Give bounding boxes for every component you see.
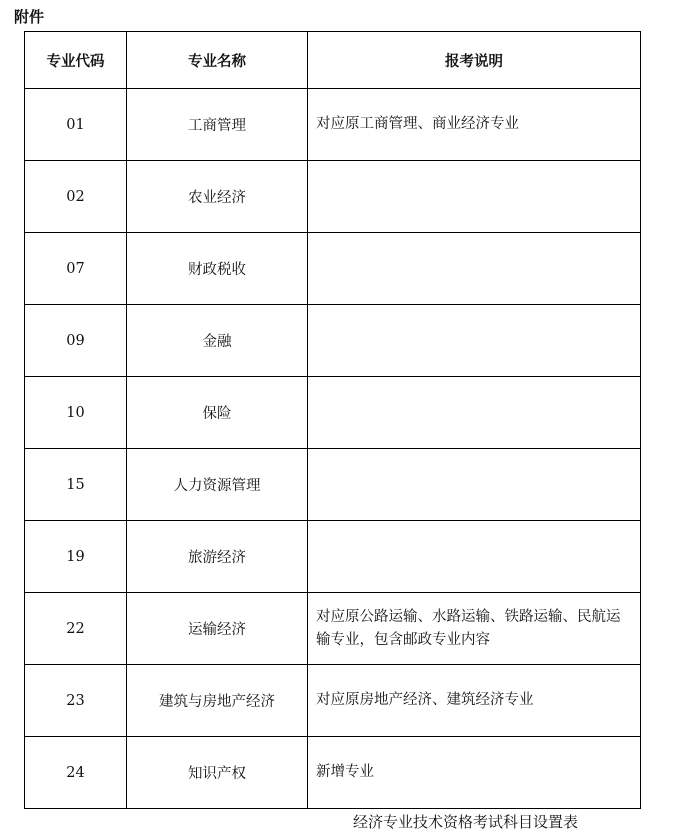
major-code: 23 <box>25 665 127 737</box>
exam-note <box>308 377 641 449</box>
table-row <box>25 161 641 233</box>
major-code: 07 <box>25 233 127 305</box>
exam-note: 对应原房地产经济、建筑经济专业 <box>308 665 641 737</box>
major-code: 19 <box>25 521 127 593</box>
major-code: 01 <box>25 89 127 161</box>
major-code: 15 <box>25 449 127 521</box>
exam-note <box>308 161 641 233</box>
table-row <box>25 233 641 305</box>
major-table <box>24 31 641 809</box>
major-name: 旅游经济 <box>127 521 308 593</box>
major-code: 24 <box>25 737 127 809</box>
major-code: 10 <box>25 377 127 449</box>
major-name: 农业经济 <box>127 161 308 233</box>
exam-note <box>308 233 641 305</box>
table-row <box>25 305 641 377</box>
major-name: 金融 <box>127 305 308 377</box>
attachment-label: 附件 <box>14 8 45 26</box>
table-row <box>25 593 641 665</box>
header-major-code: 专业代码 <box>25 32 127 89</box>
major-code: 09 <box>25 305 127 377</box>
table-caption: 经济专业技术资格考试科目设置表 <box>353 813 579 831</box>
table-row <box>25 737 641 809</box>
exam-note <box>308 305 641 377</box>
major-code: 02 <box>25 161 127 233</box>
table-row <box>25 377 641 449</box>
table-row <box>25 521 641 593</box>
exam-note <box>308 449 641 521</box>
major-name: 运输经济 <box>127 593 308 665</box>
exam-note: 对应原工商管理、商业经济专业 <box>308 89 641 161</box>
major-name: 知识产权 <box>127 737 308 809</box>
exam-note: 新增专业 <box>308 737 641 809</box>
table-row <box>25 89 641 161</box>
exam-note: 对应原公路运输、水路运输、铁路运输、民航运输专业，包含邮政专业内容 <box>308 593 641 665</box>
major-name: 保险 <box>127 377 308 449</box>
major-name: 财政税收 <box>127 233 308 305</box>
major-name: 工商管理 <box>127 89 308 161</box>
major-name: 建筑与房地产经济 <box>127 665 308 737</box>
header-major-name: 专业名称 <box>127 32 308 89</box>
header-exam-notes: 报考说明 <box>308 32 641 89</box>
table-row <box>25 449 641 521</box>
table-header-row <box>25 32 641 89</box>
exam-note <box>308 521 641 593</box>
table-row <box>25 665 641 737</box>
major-name: 人力资源管理 <box>127 449 308 521</box>
major-code: 22 <box>25 593 127 665</box>
